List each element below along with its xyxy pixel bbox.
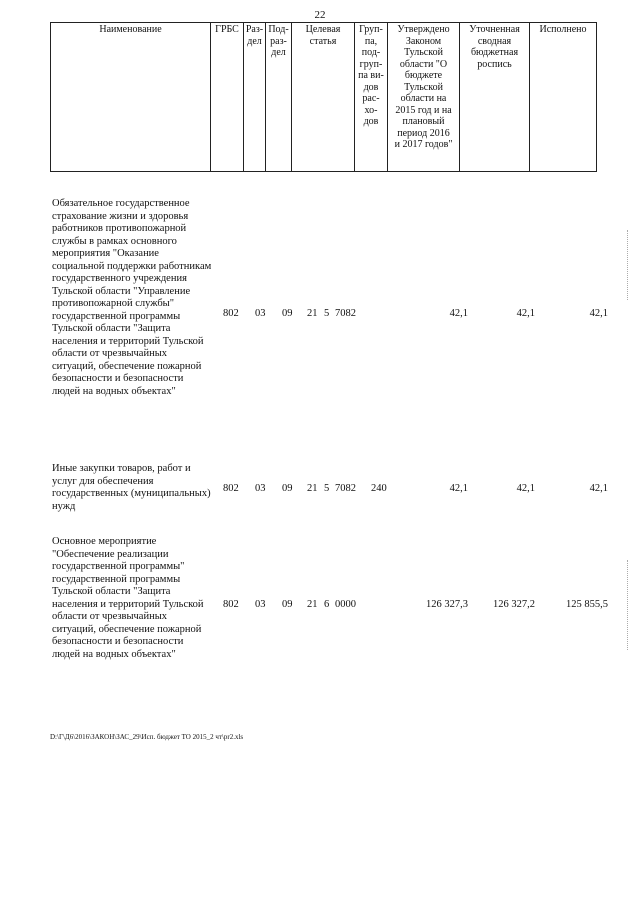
row-cs1: 21 xyxy=(307,483,318,494)
header-gruppa: Груп- па, под- груп- па ви- дов рас- хо- дов xyxy=(355,23,388,172)
row-cs3: 7082 xyxy=(335,483,356,494)
row-name: Обязательное государственное страхование жизни и здоровья работников противопожарной службы в рамках основного мероприятия "Оказание социальной поддержки работникам государственного учреждения Тульской области "Управление противопожарной службы" государственной программы Тульской области "Защита населения и территорий Тульской области от чрезвычайных ситуаций, обеспечение пожарной безопасности и безопасности людей на водных объектах" xyxy=(52,198,212,397)
row-utverzhdeno: 42,1 xyxy=(449,308,468,319)
row-podrazdel: 09 xyxy=(282,308,293,319)
row-utverzhdeno: 126 327,3 xyxy=(426,599,468,610)
row-razdel: 03 xyxy=(255,308,266,319)
row-cs2: 6 xyxy=(324,599,330,610)
row-cs1: 21 xyxy=(307,308,318,319)
row-grbs: 802 xyxy=(223,308,239,319)
scan-edge-marks xyxy=(627,560,629,650)
row-utochnennaya: 42,1 xyxy=(516,483,535,494)
header-grbs: ГРБС xyxy=(211,23,244,172)
header-razdel: Раз- дел xyxy=(244,23,266,172)
row-name: Основное мероприятие "Обеспечение реализации государственной программы" государственной программы Тульской области "Защита населения и территорий Тульской области от чрезвычайных ситуаций, обеспечение пожарной безопасности и безопасности людей на водных объектах" xyxy=(52,536,204,660)
row-ispolneno: 42,1 xyxy=(589,308,608,319)
header-celevaya-statya: Целевая статья xyxy=(292,23,355,172)
header-ispolneno: Исполнено xyxy=(530,23,597,172)
row-cs3: 0000 xyxy=(335,599,356,610)
row-grbs: 802 xyxy=(223,483,239,494)
row-name: Иные закупки товаров, работ и услуг для обеспечения государственных (муниципальных) нужд xyxy=(52,463,211,512)
row-podrazdel: 09 xyxy=(282,599,293,610)
row-cs1: 21 xyxy=(307,599,318,610)
row-ispolneno: 42,1 xyxy=(589,483,608,494)
row-utochnennaya: 126 327,2 xyxy=(493,599,535,610)
row-razdel: 03 xyxy=(255,599,266,610)
table-header xyxy=(50,22,597,172)
row-utochnennaya: 42,1 xyxy=(516,308,535,319)
header-utverzhdeno: Утверждено Законом Тульской области "О бюджете Тульской области на 2015 год и на плановый период 2016 и 2017 годов" xyxy=(388,23,460,172)
row-cs2: 5 xyxy=(324,483,330,494)
scan-edge-marks xyxy=(627,230,629,300)
row-ispolneno: 125 855,5 xyxy=(566,599,608,610)
header-name: Наименование xyxy=(51,23,211,172)
page-number: 22 xyxy=(314,9,326,21)
header-podrazdel: Под- раз- дел xyxy=(266,23,292,172)
row-grbs: 802 xyxy=(223,599,239,610)
row-razdel: 03 xyxy=(255,483,266,494)
row-vid: 240 xyxy=(371,483,387,494)
row-utverzhdeno: 42,1 xyxy=(449,483,468,494)
row-podrazdel: 09 xyxy=(282,483,293,494)
row-cs3: 7082 xyxy=(335,308,356,319)
footer-file-path: D:\Г\Д6\2016\ЗАКОН\ЗАС_29\Исп. бюджет ТО 2015_2 чт\pr2.xls xyxy=(50,733,244,741)
header-utochnennaya: Уточненная сводная бюджетная роспись xyxy=(460,23,530,172)
row-cs2: 5 xyxy=(324,308,330,319)
